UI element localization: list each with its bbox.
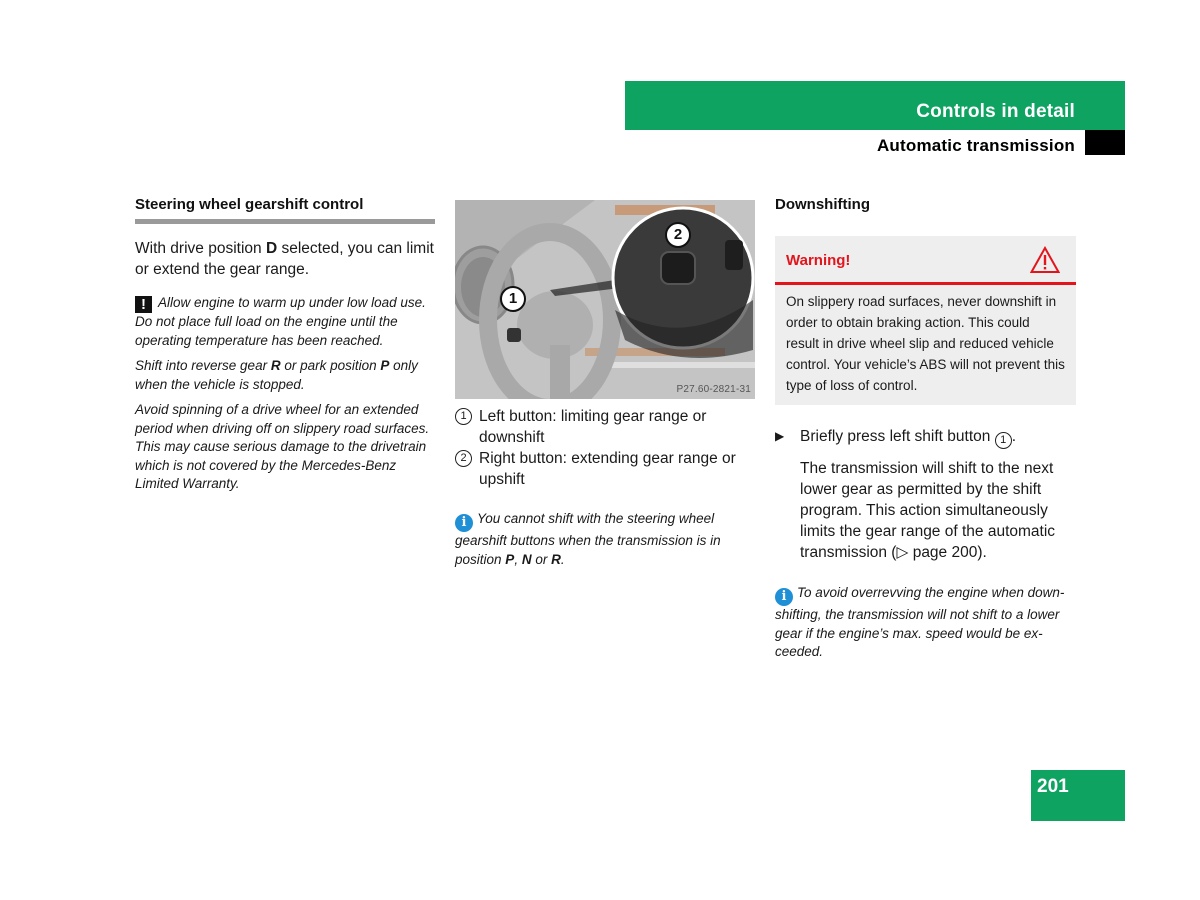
caution-note-1	[135, 294, 435, 350]
info-text-end: .	[560, 551, 565, 567]
info-note	[455, 510, 755, 569]
circled-number-2-icon: 2	[455, 450, 472, 467]
info-text: You cannot shift with the steering wheel gearshift buttons when the transmission is in position	[455, 511, 721, 567]
drive-position-label: D	[265, 240, 278, 257]
gear-r-label: R	[551, 551, 561, 567]
step-text-end: .	[1011, 428, 1017, 445]
section-tab-marker	[1085, 130, 1125, 155]
info-note	[775, 584, 1076, 662]
separator: ,	[514, 551, 522, 567]
figure-legend	[455, 406, 755, 490]
step-text	[800, 426, 1016, 449]
note-text: only when the vehicle is stopped.	[135, 358, 418, 392]
note-text: or park position	[280, 358, 381, 373]
note-text: Shift into reverse gear	[135, 358, 271, 373]
intro-paragraph	[135, 238, 435, 280]
circled-number-1-icon: 1	[455, 408, 472, 425]
chapter-header-bar	[625, 81, 1125, 130]
caution-notes	[135, 294, 435, 494]
warning-header	[775, 236, 1076, 285]
section-title: Automatic transmission	[876, 136, 1075, 155]
intro-text-cont: selected, you can limit or extend the gear range.	[135, 240, 434, 278]
legend-item	[455, 406, 755, 448]
warning-box	[775, 236, 1076, 405]
chapter-title: Controls in detail	[916, 101, 1075, 122]
gear-n-label: N	[521, 551, 532, 567]
info-icon: i	[455, 514, 473, 532]
separator: or	[531, 551, 552, 567]
caution-note-3: Avoid spinning of a drive wheel for an extended period when driving off on slippery road surfaces. This may cause serious damage to the drivetrain which is not covered by the Mercedes-Benz Limited Warranty.	[135, 402, 430, 491]
warning-title: Warning!	[786, 252, 851, 269]
steering-wheel-illustration	[455, 200, 755, 399]
page-number: 201	[1037, 776, 1069, 797]
heading-rule	[135, 219, 435, 224]
legend-text: Right button: extending gear range or upshift	[479, 450, 736, 488]
legend-text: Left button: limiting gear range or downshift	[479, 408, 707, 446]
gear-p-label: P	[380, 358, 390, 373]
step-text-main: Briefly press left shift button	[800, 428, 995, 445]
subsection-heading: Downshifting	[775, 196, 870, 213]
callout-1: 1	[500, 286, 526, 312]
gear-p-label: P	[505, 551, 515, 567]
intro-text: With drive position	[135, 240, 266, 257]
column-downshifting	[775, 196, 1076, 662]
callout-2: 2	[665, 222, 691, 248]
step-result: The transmission will shift to the next lower gear as permitted by the shift program. This action simultaneously limits the gear range of the automatic transmission (▷ page 200).	[800, 460, 1056, 561]
caution-note-2	[135, 357, 435, 394]
warning-text: On slippery road surfaces, never downshift in order to obtain braking action. This could result in drive wheel slip and reduced vehicle control. Your vehicle’s ABS will not prevent this type of loss of control.	[786, 294, 1065, 393]
info-text: To avoid overrevving the engine when down-shifting, the transmission will not shift to a lower gear if the engine’s max. speed would be ex-ceeded.	[775, 585, 1065, 659]
legend-item	[455, 448, 755, 490]
exclamation-icon: !	[135, 296, 152, 313]
info-icon: i	[775, 588, 793, 606]
instruction-step	[775, 426, 1076, 449]
circled-number-1-icon: 1	[995, 432, 1012, 449]
warning-triangle-icon	[1030, 246, 1060, 274]
step-bullet-icon: ▶	[775, 429, 785, 443]
column-figure	[455, 200, 755, 569]
caution-note-text: Allow engine to warm up under low load use. Do not place full load on the engine until the operating temperature has been reached.	[135, 295, 426, 348]
subsection-heading: Steering wheel gearshift control	[135, 196, 364, 213]
column-steering-wheel-gearshift	[135, 196, 435, 494]
gear-r-label: R	[270, 358, 281, 373]
page-number-box	[1031, 770, 1125, 821]
figure-reference-code: P27.60-2821-31	[676, 384, 751, 395]
